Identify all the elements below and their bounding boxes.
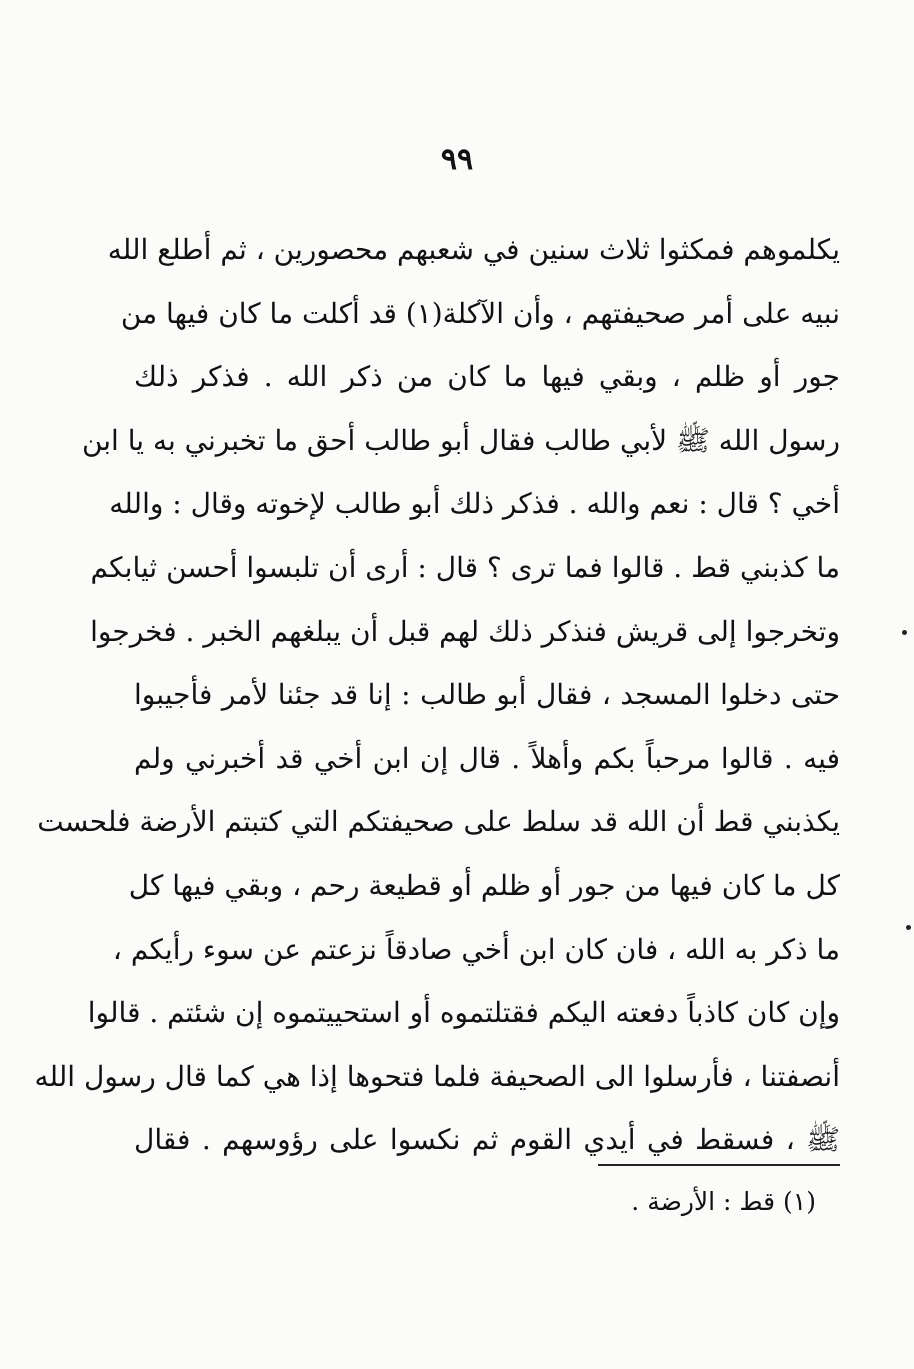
text-line: حتى دخلوا المسجد ، فقال أبو طالب : إنا قد جئنا لأمر فأجيبوا bbox=[134, 678, 840, 712]
footnote: (١) قط : الأرضة . bbox=[631, 1187, 816, 1216]
footnote-divider bbox=[598, 1164, 840, 1166]
text-line: ﷺ ، فسقط في أيدي القوم ثم نكسوا على رؤوسهم . فقال bbox=[134, 1123, 840, 1157]
text-line: رسول الله ﷺ لأبي طالب فقال أبو طالب أحق ما تخبرني به يا ابن bbox=[81, 423, 840, 457]
body-text bbox=[34, 218, 840, 1172]
text-line: ما كذبني قط . قالوا فما ترى ؟ قال : أرى أن تلبسوا أحسن ثيابكم bbox=[90, 550, 840, 584]
scan-speck bbox=[906, 925, 911, 930]
scan-speck bbox=[902, 630, 907, 635]
text-line: يكذبني قط أن الله قد سلط على صحيفتكم التي كتبتم الأرضة فلحست bbox=[37, 805, 840, 839]
text-line: جور أو ظلم ، وبقي فيها ما كان من ذكر الله . فذكر ذلك bbox=[134, 360, 840, 394]
text-line: أخي ؟ قال : نعم والله . فذكر ذلك أبو طالب لإخوته وقال : والله bbox=[109, 487, 840, 521]
text-line: يكلموهم فمكثوا ثلاث سنين في شعبهم محصورين ، ثم أطلع الله bbox=[107, 233, 840, 266]
page-number: ٩٩ bbox=[440, 142, 474, 177]
text-line: ما ذكر به الله ، فان كان ابن أخي صادقاً نزعتم عن سوء رأيكم ، bbox=[112, 932, 840, 966]
text-line: نبيه على أمر صحيفتهم ، وأن الآكلة(١) قد أكلت ما كان فيها من bbox=[120, 296, 840, 330]
text-line: وإن كان كاذباً دفعته اليكم فقتلتموه أو استحييتموه إن شئتم . قالوا bbox=[87, 996, 840, 1030]
text-line: وتخرجوا إلى قريش فنذكر ذلك لهم قبل أن يبلغهم الخبر . فخرجوا bbox=[90, 614, 840, 648]
text-line: أنصفتنا ، فأرسلوا الى الصحيفة فلما فتحوها إذا هي كما قال رسول الله bbox=[34, 1059, 840, 1093]
text-line: فيه . قالوا مرحباً بكم وأهلاً . قال إن ابن أخي قد أخبرني ولم bbox=[134, 741, 840, 775]
text-line: كل ما كان فيها من جور أو ظلم أو قطيعة رحم ، وبقي فيها كل bbox=[128, 868, 840, 902]
